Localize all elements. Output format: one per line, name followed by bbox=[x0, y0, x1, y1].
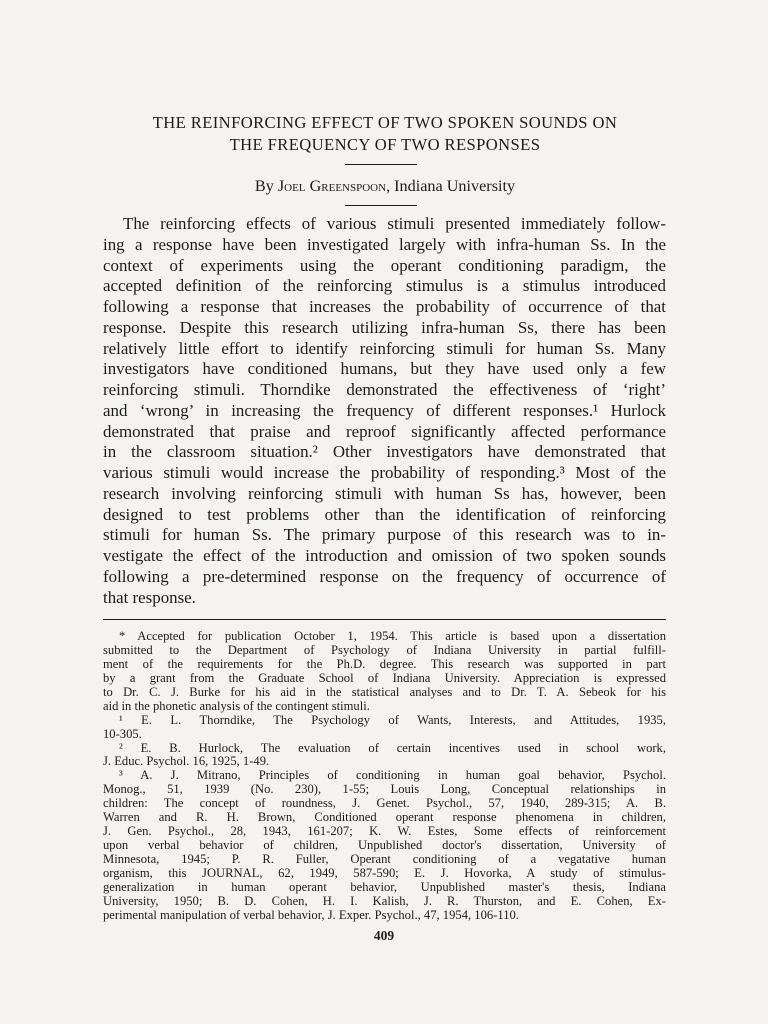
body-line: ing a response have been investigated largely with infra-human Ss. In the bbox=[103, 234, 666, 254]
title-line-1: THE REINFORCING EFFECT OF TWO SPOKEN SOUNDS ON bbox=[152, 113, 618, 132]
body-line: context of experiments using the operant conditioning paradigm, the bbox=[103, 255, 666, 275]
body-line: stimuli for human Ss. The primary purpose of this research was to in- bbox=[103, 525, 666, 545]
body-line: and ‘wrong’ in increasing the frequency of different responses.¹ Hurlock bbox=[103, 400, 666, 420]
footnote-line: ³ A. J. Mitrano, Principles of conditioning in human goal behavior, Psychol. bbox=[119, 768, 666, 783]
author-affiliation: , Indiana University bbox=[386, 177, 516, 195]
footnote-line: upon verbal behavior of children, Unpublished doctor's dissertation, University of bbox=[103, 838, 666, 853]
body-line: following a response that increases the probability of occurrence of that bbox=[103, 297, 666, 316]
body-line: in the classroom situation.² Other investigators have demonstrated that bbox=[103, 442, 666, 462]
body-line: response. Despite this research utilizing infra-human Ss, there has been bbox=[103, 317, 666, 337]
body-line: investigators have conditioned humans, but they have used only a few bbox=[103, 359, 666, 379]
footnote-line: University, 1950; B. D. Cohen, H. I. Kalish, J. R. Thurston, and E. Cohen, Ex- bbox=[103, 893, 666, 908]
author-name: Joel Greenspoon bbox=[277, 177, 387, 195]
footnote-line: perimental manipulation of verbal behavior, J. Exper. Psychol., 47, 1954, 106-110. bbox=[103, 907, 519, 922]
footnote-line: ² E. B. Hurlock, The evaluation of certain incentives used in school work, bbox=[119, 740, 666, 755]
footnote-line: submitted to the Department of Psychology of Indiana University in partial fulfill- bbox=[103, 642, 666, 657]
footnote-divider bbox=[103, 619, 666, 620]
body-line: reinforcing stimuli. Thorndike demonstrated the effectiveness of ‘right’ bbox=[103, 380, 666, 399]
body-line: research involving reinforcing stimuli with human Ss has, however, been bbox=[103, 483, 666, 503]
byline-divider bbox=[345, 205, 417, 206]
footnote-line: * Accepted for publication October 1, 1954. This article is based upon a dissertation bbox=[119, 629, 666, 643]
footnote-line: children: The concept of roundness, J. Genet. Psychol., 57, 1940, 289-315; A. B. bbox=[103, 796, 666, 811]
body-line: that response. bbox=[103, 587, 196, 607]
body-line: designed to test problems other than the identification of reinforcing bbox=[103, 504, 666, 524]
footnote-line: ¹ E. L. Thorndike, The Psychology of Wants, Interests, and Attitudes, 1935, bbox=[119, 712, 666, 727]
footnote-line: J. Gen. Psychol., 28, 1943, 161-207; K. W. Estes, Some effects of reinforcement bbox=[103, 824, 666, 839]
footnote-line: Warren and R. H. Brown, Conditioned operant response phenomena in children, bbox=[103, 810, 666, 825]
body-line: following a pre-determined response on the frequency of occurrence of bbox=[103, 566, 666, 586]
page-number: 409 bbox=[373, 928, 395, 943]
footnote-line: by a grant from the Graduate School of Indiana University. Appreciation is expressed bbox=[103, 670, 666, 685]
title-divider bbox=[345, 164, 417, 165]
byline bbox=[100, 175, 670, 197]
body-line: The reinforcing effects of various stimuli presented immediately follow- bbox=[123, 214, 666, 233]
footnote-line: 10-305. bbox=[103, 726, 142, 741]
body-line: relatively little effort to identify reinforcing stimuli for human Ss. Many bbox=[103, 338, 666, 358]
footnote-line: ment of the requirements for the Ph.D. degree. This research was supported in part bbox=[103, 656, 666, 671]
footnote-line: organism, this JOURNAL, 62, 1949, 587-590; E. J. Hovorka, A study of stimulus- bbox=[103, 865, 666, 880]
body-line: vestigate the effect of the introduction and omission of two spoken sounds bbox=[103, 546, 666, 565]
title-line-2: THE FREQUENCY OF TWO RESPONSES bbox=[229, 135, 541, 154]
footnote-line: aid in the phonetic analysis of the contingent stimuli. bbox=[103, 698, 370, 713]
article-title bbox=[100, 112, 670, 156]
footnote-line: generalization in human operant behavior, Unpublished master's thesis, Indiana bbox=[103, 879, 666, 894]
footnote-line: Monog., 51, 1939 (No. 230), 1-55; Louis Long, Conceptual relationships in bbox=[103, 782, 666, 797]
body-line: demonstrated that praise and reproof significantly affected performance bbox=[103, 421, 666, 441]
body-paragraph bbox=[103, 214, 666, 608]
footnote-line: J. Educ. Psychol. 16, 1925, 1-49. bbox=[103, 754, 270, 769]
footnotes bbox=[103, 630, 666, 923]
footnote-line: to Dr. C. J. Burke for his aid in the statistical analyses and to Dr. T. A. Sebeok for his bbox=[103, 684, 666, 699]
footnote-line: Minnesota, 1945; P. R. Fuller, Operant conditioning of a vegatative human bbox=[103, 852, 666, 866]
body-line: various stimuli would increase the probability of responding.³ Most of the bbox=[103, 463, 666, 482]
body-line: accepted definition of the reinforcing stimulus is a stimulus introduced bbox=[103, 276, 666, 296]
byline-prefix: By bbox=[254, 177, 278, 195]
